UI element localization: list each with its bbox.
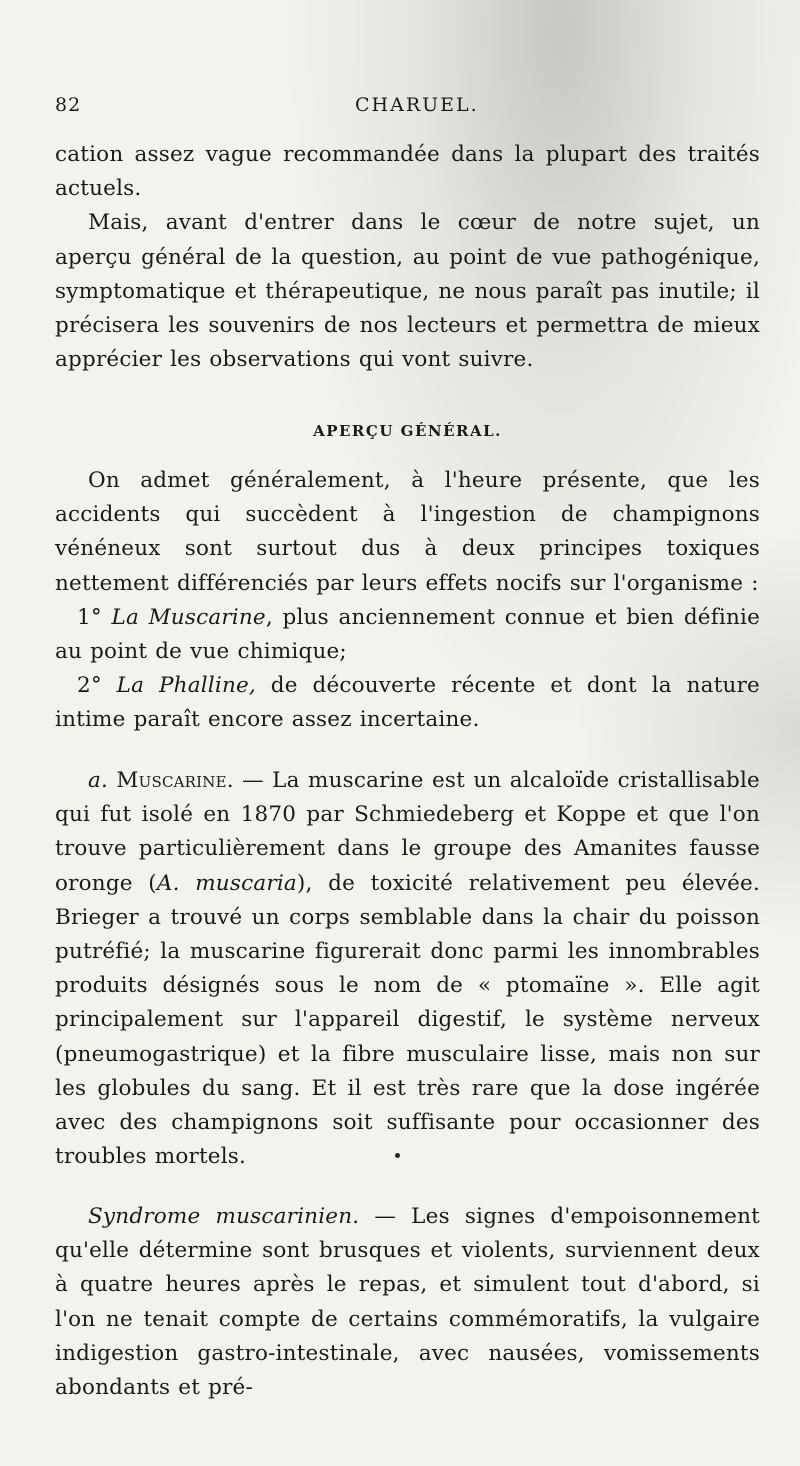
- paragraph: [55, 764, 760, 1174]
- paragraph-text: — Les signes d'empoisonnement qu'elle détermine sont brusques et violents, surviennent deux à quatre heures après le repas, et simulent tout d'abord, si l'on ne tenait compte de certains commémoratifs, la vulgaire indigestion gastro-intestinale, avec nausées, vomissements abondants et pré-: [55, 1204, 760, 1401]
- section-heading: APERÇU GÉNÉRAL.: [313, 422, 502, 440]
- list-number: 1°: [77, 604, 102, 630]
- running-title: CHARUEL.: [355, 94, 479, 116]
- text-block-syndrome: [55, 1200, 760, 1405]
- paragraph: Mais, avant d'entrer dans le cœur de notre sujet, un aperçu général de la question, au point de vue pathogénique, symptomatique et thérapeutique, ne nous paraît pas inutile; il précisera les souvenirs de nos lecteurs et permettra de mieux apprécier les observations qui vont suivre.: [55, 210, 760, 373]
- list-text: , plus anciennement connue et bien définie au point de vue chimique;: [55, 604, 760, 665]
- text-block-muscarine: [55, 764, 760, 1174]
- paragraph-text: ), de toxicité relativement peu élevée. Brieger a trouvé un corps semblable dans la chair du poisson putréfié; la muscarine figurerait donc parmi les innombrables produits désignés sous le nom de « ptomaïne ». Elle agit principalement sur l'appareil digestif, le système nerveux (pneumogastrique) et la fibre musculaire lisse, mais non sur les globules du sang. Et il est très rare que la dose ingérée avec des champignons soit suffisante pour occasionner des troubles mortels.: [55, 870, 760, 1170]
- list-text: de découverte récente et dont la nature intime paraît encore assez incertaine.: [55, 673, 760, 733]
- list-item: [55, 601, 760, 669]
- list-term: La Muscarine: [111, 604, 266, 630]
- text-block-intro: [55, 138, 760, 377]
- paragraph-text: — La muscarine est un alcaloïde cristallisable qui fut isolé en 1870 par Schmiedeberg et Koppe et que l'on trouve particulièrement dans le groupe des Amanites fausse oronge (: [55, 768, 760, 896]
- ink-dot: [395, 1153, 400, 1158]
- list-number: 2°: [77, 673, 102, 699]
- paragraph: [55, 1200, 760, 1405]
- running-head: [55, 94, 765, 122]
- section-label: a.: [88, 768, 109, 793]
- subsection-title: Syndrome muscarinien.: [88, 1204, 360, 1229]
- species-name: A. muscaria: [156, 870, 297, 896]
- list-term: La Phalline,: [116, 673, 256, 699]
- list-item: [55, 669, 760, 737]
- paragraph: On admet généralement, à l'heure présente, que les accidents qui succèdent à l'ingestion de champignons vénéneux sont surtout dus à deux principes toxiques nettement différenciés par leurs effets nocifs sur l'organisme :: [55, 468, 760, 596]
- subsection-title: Muscarine.: [116, 768, 234, 793]
- text-block-general: [55, 464, 760, 738]
- page-number: 82: [55, 94, 82, 116]
- paragraph-continued: cation assez vague recommandée dans la plupart des traités actuels.: [55, 142, 760, 202]
